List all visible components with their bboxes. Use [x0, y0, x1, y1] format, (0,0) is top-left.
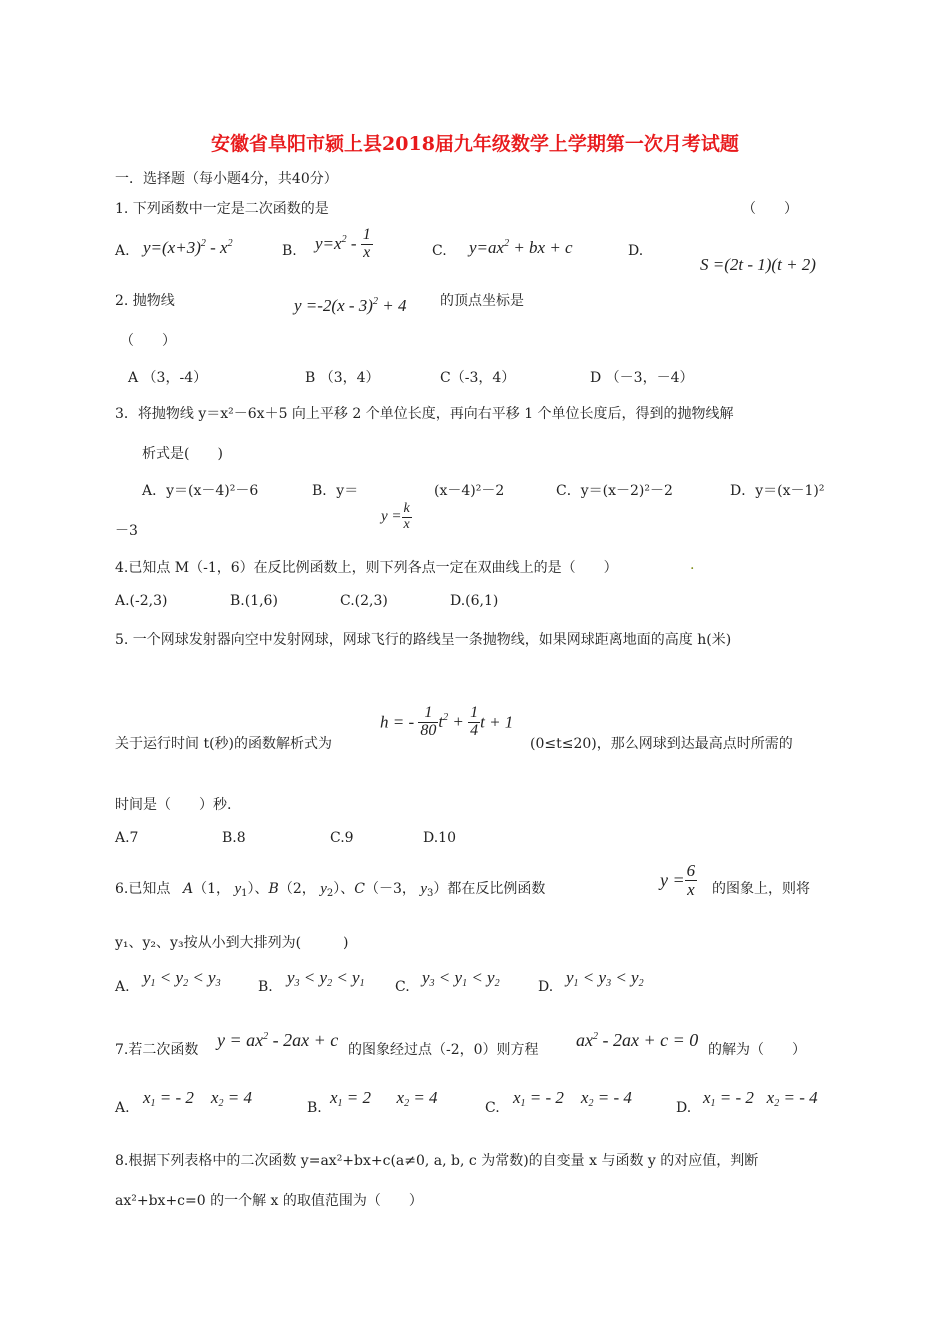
question-3-line1: 3．将抛物线 y＝x²－6x＋5 向上平移 2 个单位长度，再向右平移 1 个单位长度后，得到的抛物线解	[115, 406, 734, 422]
option-b: B.8	[222, 830, 246, 846]
option-a: A （3，-4）	[128, 370, 208, 386]
option-d: D.(6,1)	[450, 593, 499, 609]
option-a: A.7	[115, 830, 139, 846]
question-6-formula: y = $\frac{6}{x}$	[660, 861, 696, 899]
option-a-formula: $x_1$ = - 2 $x_2 = 4$	[143, 1088, 252, 1109]
page-title: 安徽省阜阳市颍上县2018届九年级数学上学期第一次月考试题	[211, 133, 739, 155]
question-3-line2: 析式是( )	[142, 446, 223, 462]
option-label: D.	[538, 979, 554, 995]
question-5-line3: 时间是（ ）秒.	[115, 797, 232, 813]
option-b-cont: (x－4)²－2	[434, 483, 505, 499]
marker-dot: .	[690, 557, 695, 573]
option-label: C.	[432, 243, 447, 259]
option-label: C.	[485, 1100, 500, 1116]
option-b-formula: $y=x^2$ - $\frac{1}{x}$	[315, 226, 371, 261]
question-5-line1: 5. 一个网球发射器向空中发射网球，网球飞行的路线呈一条抛物线，如果网球距离地面的高度 h(米)	[115, 632, 732, 648]
option-c: C（-3，4）	[440, 370, 516, 386]
option-label: D.	[676, 1100, 692, 1116]
question-4-text: 4.已知点 M（-1，6）在反比例函数上，则下列各点一定在双曲线上的是（ ）	[115, 560, 618, 576]
question-6-text: 6.已知点	[115, 881, 171, 897]
option-a: A．y＝(x－4)²－6	[142, 483, 259, 499]
question-7-text-tail: 的解为（ ）	[708, 1042, 806, 1058]
option-d-formula: S =(2t - 1)(t + 2)	[700, 255, 816, 274]
option-b: B （3，4）	[305, 370, 380, 386]
question-2-text-tail: 的顶点坐标是	[440, 293, 524, 309]
option-a: A.(-2,3)	[115, 593, 168, 609]
option-c-formula: $y=ax^2$ + bx + c	[469, 238, 573, 257]
answer-paren: （ ）	[120, 333, 176, 349]
question-8-line2: ax²+bx+c=0 的一个解 x 的取值范围为（ ）	[115, 1193, 423, 1209]
question-7-formula-2: $ax^2 - 2ax + c = 0$	[576, 1030, 699, 1050]
option-c: C.9	[330, 830, 354, 846]
option-label: D.	[628, 243, 644, 259]
option-label: C.	[395, 979, 410, 995]
answer-paren: （ ）	[742, 201, 798, 217]
question-8-line1: 8.根据下列表格中的二次函数 y=ax²+bx+c(a≠0, a, b, c 为常数)的自变量 x 与函数 y 的对应值，判断	[115, 1153, 759, 1169]
option-label: A.	[115, 1100, 130, 1116]
option-b: B．y＝	[312, 483, 359, 499]
question-7-text-mid: 的图象经过点（-2，0）则方程	[348, 1042, 539, 1058]
option-c: C.(2,3)	[340, 593, 388, 609]
option-label: A.	[115, 243, 130, 259]
option-d: D．y＝(x－1)²	[730, 483, 825, 499]
question-5-line2: 关于运行时间 t(秒)的函数解析式为	[115, 736, 332, 752]
option-label: B.	[307, 1100, 322, 1116]
question-5-line2-tail: (0≤t≤20)，那么网球到达最高点时所需的	[530, 736, 793, 752]
option-label: B.	[258, 979, 273, 995]
question-7-text: 7.若二次函数	[115, 1042, 199, 1058]
question-6-text-tail: 的图象上，则将	[712, 881, 810, 897]
option-b: B.(1,6)	[230, 593, 278, 609]
option-label: A.	[115, 979, 130, 995]
option-b-formula: $y_3 < y_2 < y_1$	[287, 968, 365, 989]
question-2-formula: y =-2(x - 3)$^2$ + 4	[294, 296, 407, 315]
option-d-formula: $x_1$ = - 2 $x_2$ = - 4	[703, 1088, 818, 1109]
question-5-formula: h = - $\frac{1}{80}$ $t^2$ + $\frac{1}{4}$ t + 1	[380, 704, 514, 739]
question-6-line2: y₁、y₂、y₃按从小到大排列为( )	[115, 935, 349, 951]
option-a-formula: $y_1 < y_2 < y_3$	[143, 968, 221, 989]
section-heading: 一．选择题（每小题4分，共40分）	[115, 171, 338, 187]
option-b-formula: $x_1 = 2$ $x_2 = 4$	[330, 1088, 438, 1109]
option-d-formula: $y_1 < y_3 < y_2$	[566, 968, 644, 989]
option-a-formula: $y=(x+3)^2 - x^2$	[143, 238, 233, 257]
question-2-text: 2. 抛物线	[115, 293, 175, 309]
question-1-text: 1. 下列函数中一定是二次函数的是	[115, 201, 329, 217]
question-7-formula-1: $y = ax^2 - 2ax + c$	[217, 1030, 339, 1050]
option-c: C．y＝(x－2)²－2	[556, 483, 673, 499]
option-c-formula: $x_1$ = - 2 $x_2$ = - 4	[513, 1088, 632, 1109]
option-d: D （－3，－4）	[590, 370, 694, 386]
option-d: D.10	[423, 830, 456, 846]
option-label: B.	[282, 243, 297, 259]
stray-formula: y = $\frac{k}{x}$	[381, 501, 410, 532]
question-6-points: A（1， $y_1$）、B（2， $y_2$）、C（－3， $y_3$）都在反比例函数	[183, 881, 546, 899]
option-d-cont: －3	[115, 523, 138, 539]
option-c-formula: $y_3 < y_1 < y_2$	[422, 968, 500, 989]
